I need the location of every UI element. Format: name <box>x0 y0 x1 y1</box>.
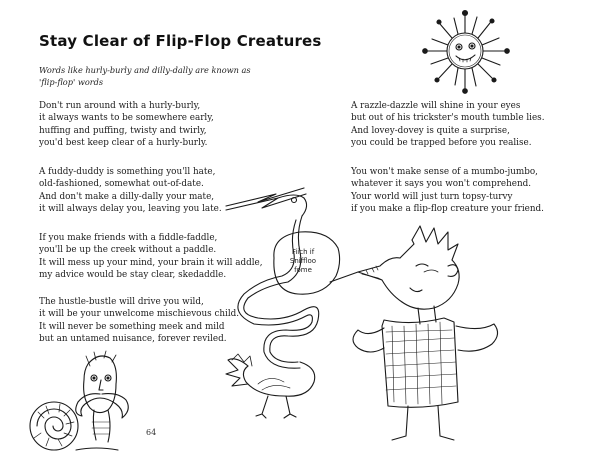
poem-line: you'd best keep clear of a hurly-burly. <box>39 138 208 149</box>
intro-line: 'flip-flop' words <box>39 77 104 87</box>
poem-line: whatever it says you won't comprehend. <box>351 179 532 190</box>
sun-creature-illustration <box>410 6 520 96</box>
poem-line: huffing and puffing, twisty and twirly, <box>39 125 207 136</box>
poem-line: you could be trapped before you realise. <box>351 138 532 149</box>
poem-line: If you make friends with a fiddle-faddle, <box>39 233 218 243</box>
intro-line: Words like hurly-burly and dilly-dally are known as <box>39 65 251 75</box>
poem-line: A razzle-dazzle will shine in your eyes <box>351 101 521 111</box>
poem-line: It will never be something meek and mild <box>39 321 225 332</box>
poem-title: Stay Clear of Flip-Flop Creatures <box>39 32 322 50</box>
speech-line: Fiich if <box>291 248 315 256</box>
poem-line: Don't run around with a hurly-burly, <box>39 101 201 111</box>
poem-line: old-fashioned, somewhat out-of-date. <box>39 179 204 190</box>
stanza-razzle-dazzle <box>351 100 600 150</box>
poem-line: it will be your unwelcome mischievous child. <box>39 309 240 320</box>
poem-line: Your world will just turn topsy-turvy <box>351 191 513 202</box>
speech-line: fome <box>294 266 312 274</box>
poem-line: It will mess up your mind, your brain it will addle, <box>39 257 263 268</box>
speech-bubble-text <box>273 248 333 275</box>
poem-line: it will always delay you, leaving you late. <box>39 204 222 215</box>
poem-line: The hustle-bustle will drive you wild, <box>39 297 204 307</box>
poem-line: but out of his trickster's mouth tumble lies. <box>351 113 545 124</box>
stanza-hurly-burly <box>39 100 299 150</box>
stanza-mumbo-jumbo <box>351 166 600 216</box>
poem-line: if you make a flip-flop creature your friend. <box>351 204 544 215</box>
poem-line: it always wants to be somewhere early, <box>39 113 214 124</box>
poem-line: A fuddy-duddy is something you'll hate, <box>39 167 216 177</box>
poem-line: And lovey-dovey is quite a surprise, <box>351 125 510 136</box>
poem-line: you'll be up the creek without a paddle. <box>39 245 217 256</box>
poem-line: You won't make sense of a mumbo-jumbo, <box>351 167 538 177</box>
intro-note <box>39 64 269 88</box>
poem-line: but an untamed nuisance, forever reviled. <box>39 334 227 345</box>
speech-line: Sniffloo <box>289 257 317 265</box>
page-number: 64 <box>146 428 157 437</box>
poem-line: my advice would be stay clear, skedaddle. <box>39 270 227 281</box>
mustache-creature-illustration <box>26 350 146 456</box>
poem-line: And don't make a dilly-dally your mate, <box>39 191 215 202</box>
